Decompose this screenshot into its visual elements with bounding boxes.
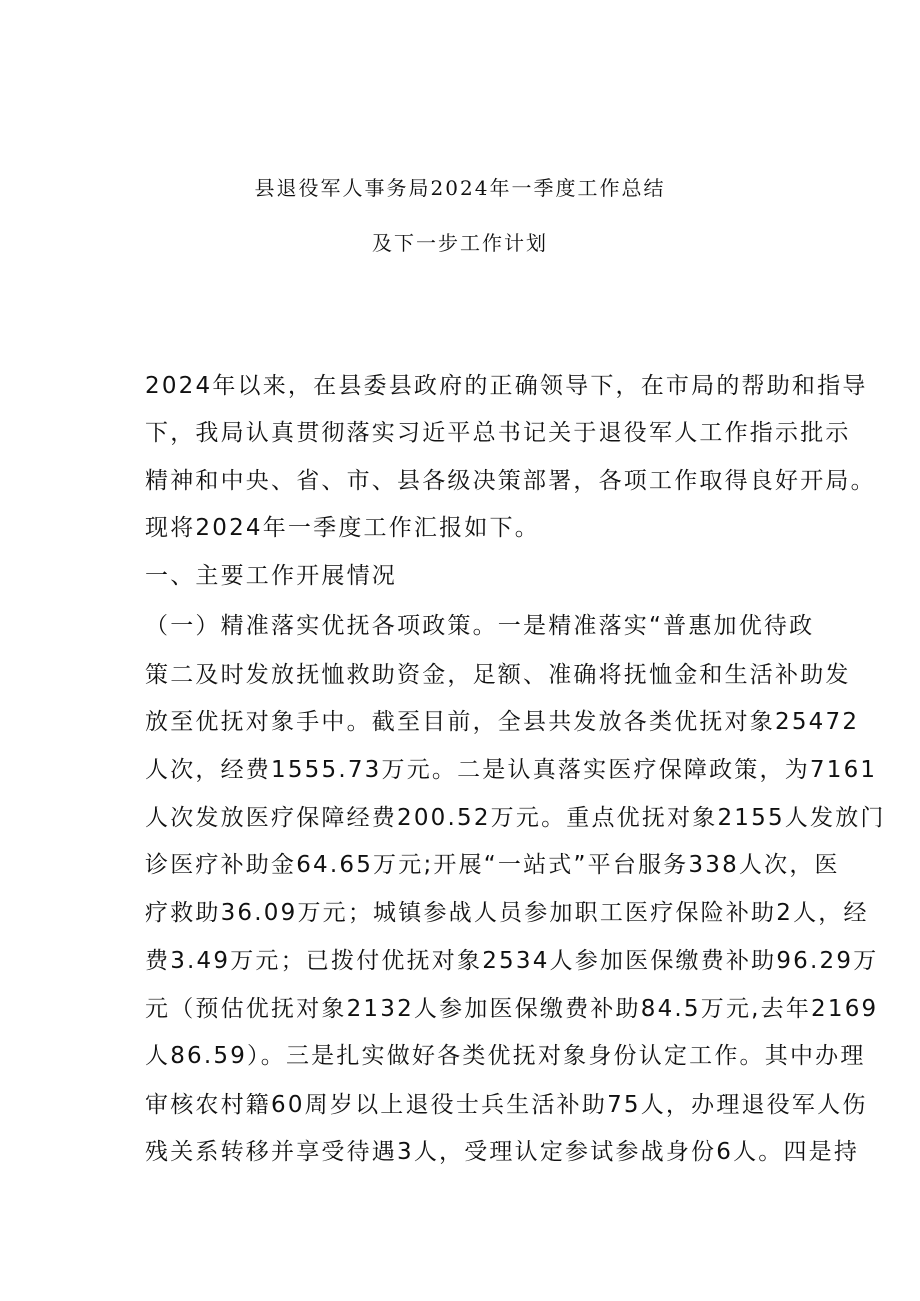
body-line-7: 策二及时发放抚恤救助资金，足额、准确将抚恤金和生活补助发 <box>145 662 851 688</box>
body-line-6: （一）精准落实优抚各项政策。一是精准落实“普惠加优待政 <box>145 613 815 639</box>
body-line-2: 下，我局认真贯彻落实习近平总书记关于退役军人工作指示批示 <box>145 420 851 446</box>
body-line-4: 现将2024年一季度工作汇报如下。 <box>145 515 540 541</box>
body-line-3: 精神和中央、省、市、县各级决策部署，各项工作取得良好开局。 <box>145 468 876 494</box>
body-line-1: 2024年以来，在县委县政府的正确领导下，在市局的帮助和指导 <box>145 373 868 399</box>
body-line-17: 残关系转移并享受待遇3人，受理认定参试参战身份6人。四是持 <box>145 1139 860 1165</box>
body-line-15: 人86.59）。三是扎实做好各类优抚对象身份认定工作。其中办理 <box>145 1043 866 1069</box>
document-title-line-2: 及下一步工作计划 <box>372 231 548 255</box>
body-line-16: 审核农村籍60周岁以上退役士兵生活补助75人，办理退役军人伤 <box>145 1092 868 1118</box>
body-line-11: 诊医疗补助金64.65万元;开展“一站式”平台服务338人次，医 <box>145 852 840 878</box>
body-line-12: 疗救助36.09万元；城镇参战人员参加职工医疗保险补助2人，经 <box>145 900 869 926</box>
section-heading: 一、主要工作开展情况 <box>145 563 397 589</box>
body-line-10: 人次发放医疗保障经费200.52万元。重点优抚对象2155人发放门 <box>145 805 886 831</box>
body-line-9: 人次，经费1555.73万元。二是认真落实医疗保障政策，为7161 <box>145 757 878 783</box>
document-title-line-1: 县退役军人事务局2024年一季度工作总结 <box>254 176 666 200</box>
body-line-8: 放至优抚对象手中。截至目前，全县共发放各类优抚对象25472 <box>145 709 860 735</box>
body-line-13: 费3.49万元；已拨付优抚对象2534人参加医保缴费补助96.29万 <box>145 948 879 974</box>
body-line-14: 元（预估优抚对象2132人参加医保缴费补助84.5万元,去年2169 <box>145 996 879 1022</box>
